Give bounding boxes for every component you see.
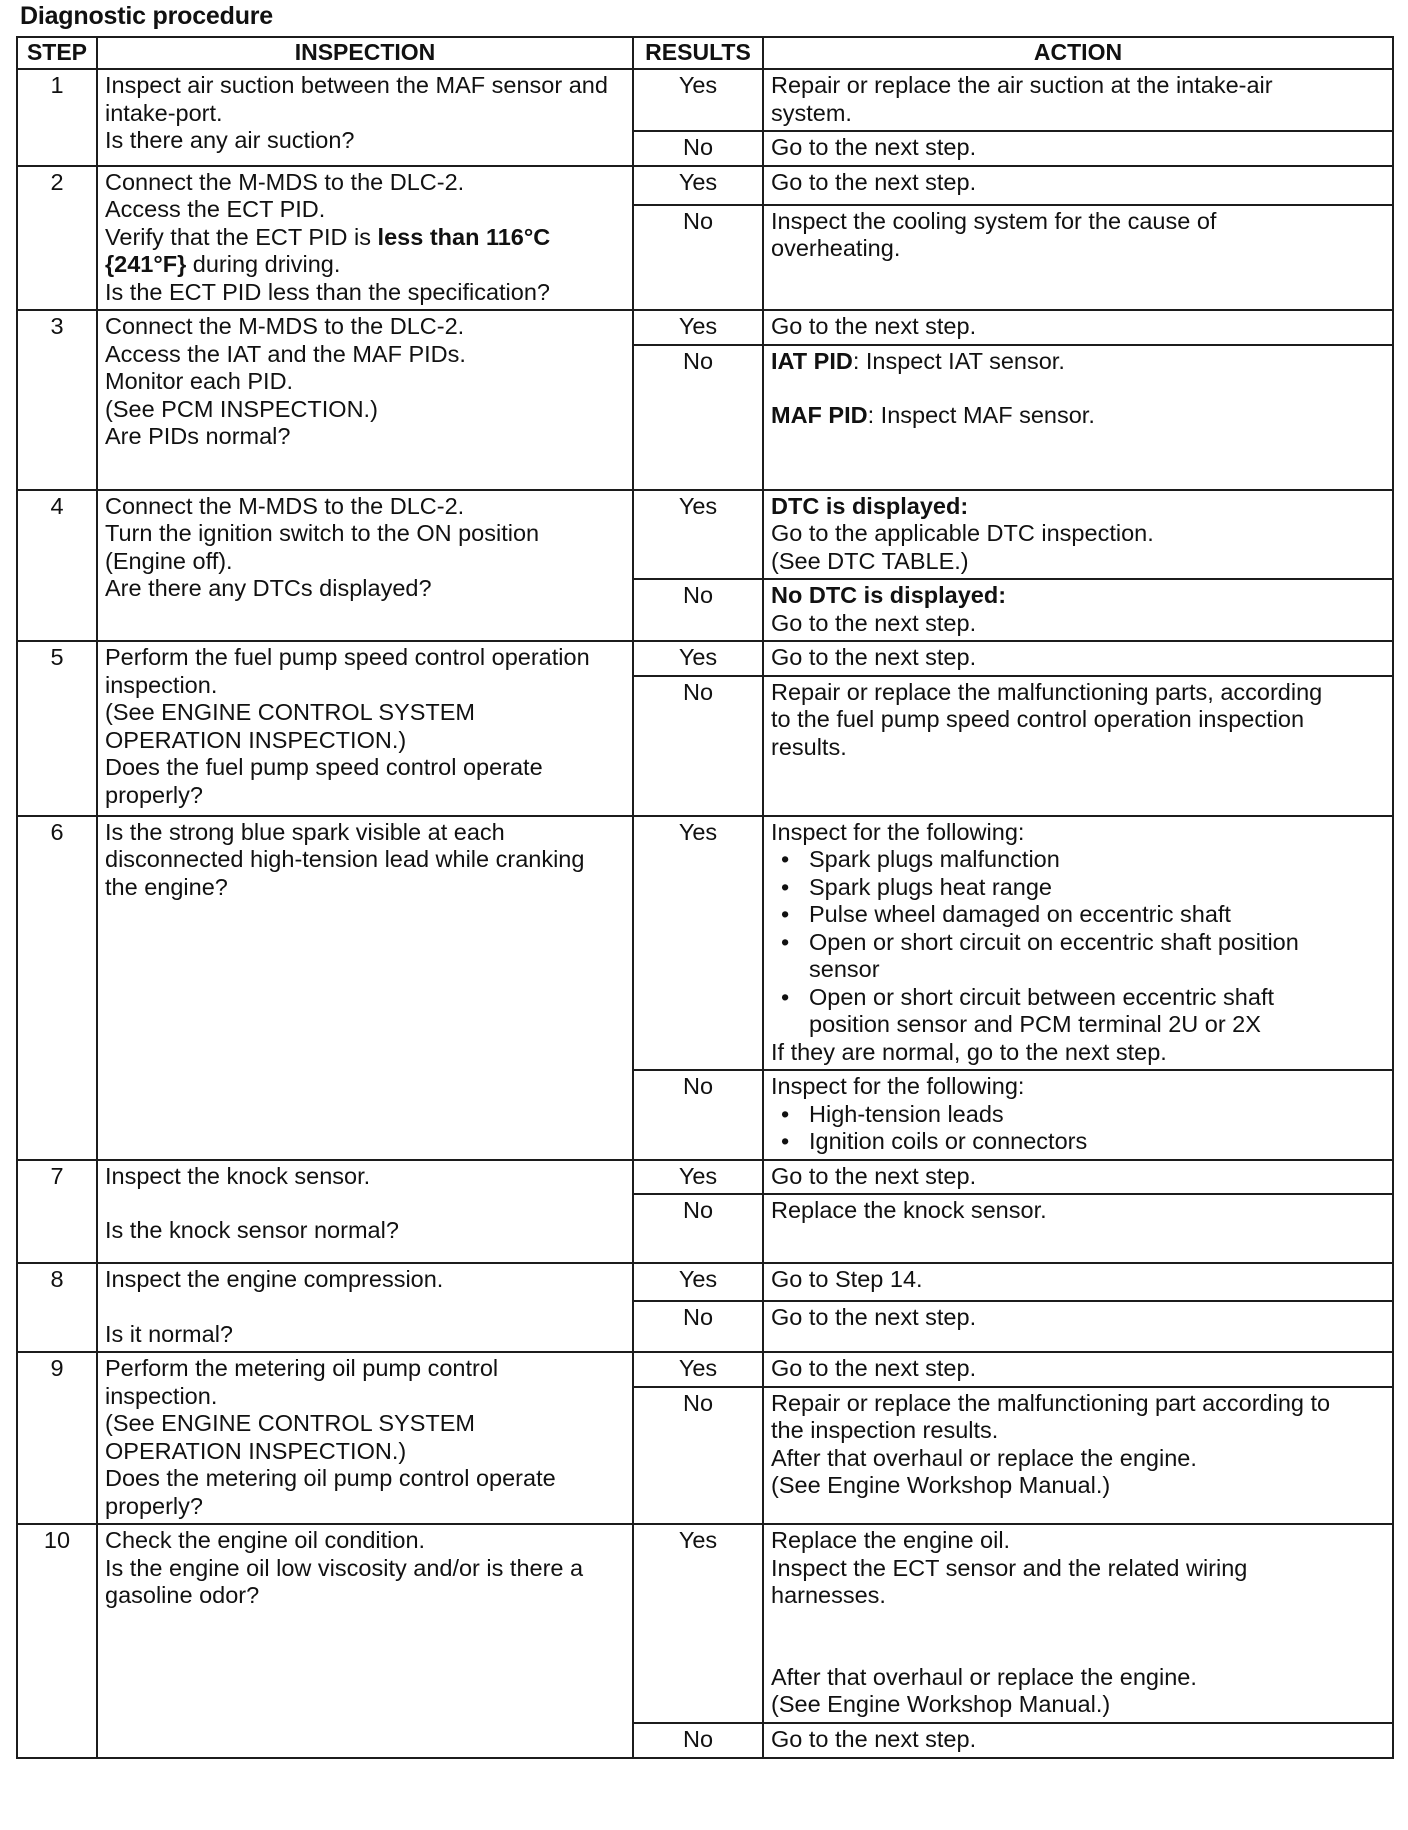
step-6-yes-row: [17, 816, 1393, 1071]
action-line: overheating.: [771, 235, 901, 262]
action-line: Go to the next step.: [771, 609, 977, 636]
action-line: (See Engine Workshop Manual.): [771, 1691, 1111, 1717]
action-line: Go to the next step.: [771, 134, 977, 160]
action-cell: [763, 1194, 1393, 1263]
inspection-line: OPERATION INSPECTION.): [105, 726, 407, 753]
inspection-line: intake-port.: [105, 99, 223, 126]
bullet-list: [771, 846, 1385, 1039]
step-9-yes-row: [17, 1352, 1393, 1387]
result-cell: No: [633, 131, 763, 166]
result-cell: Yes: [633, 490, 763, 580]
action-line: Go to the next step.: [771, 1162, 977, 1189]
action-cell: [763, 1263, 1393, 1301]
action-line: After that overhaul or replace the engine.: [771, 1444, 1197, 1471]
step-number: 7: [17, 1160, 97, 1264]
result-cell: Yes: [633, 1352, 763, 1387]
inspection-line: Access the ECT PID.: [105, 196, 326, 222]
action-line: Go to Step 14.: [771, 1266, 923, 1292]
step-4-yes-row: [17, 490, 1393, 580]
bullet-item: [771, 984, 1385, 1039]
inspection-cell: [97, 1524, 633, 1758]
step-number: 4: [17, 490, 97, 642]
action-cell: [763, 1160, 1393, 1195]
inspection-line: inspection.: [105, 671, 218, 698]
action-line: [771, 402, 1385, 430]
inspection-line: gasoline odor?: [105, 1582, 260, 1608]
action-line: to the fuel pump speed control operation inspection: [771, 706, 1305, 732]
action-line: Go to the applicable DTC inspection.: [771, 520, 1154, 546]
inspection-line: Is the strong blue spark visible at each: [105, 818, 505, 845]
inspection-line: (See PCM INSPECTION.): [105, 395, 378, 422]
bullet-text: • Spark plugs malfunction: [809, 846, 1060, 872]
bullet-item: [771, 1101, 1385, 1129]
action-line: Go to the next step.: [771, 168, 977, 195]
header-row: [17, 37, 1393, 69]
inspection-cell: [97, 1160, 633, 1264]
inspection-cell: [97, 816, 633, 1160]
inspection-line: Connect the M-MDS to the DLC-2.: [105, 313, 465, 339]
action-text: : Inspect IAT sensor.: [852, 347, 1065, 374]
inspection-line: Inspect the knock sensor.: [105, 1162, 371, 1189]
action-line: Replace the knock sensor.: [771, 1197, 1047, 1223]
inspection-cell: [97, 166, 633, 311]
step-number: 10: [17, 1524, 97, 1758]
inspection-cell: [97, 490, 633, 642]
bullet-text: sensor: [809, 956, 880, 982]
action-line: the inspection results.: [771, 1417, 999, 1444]
inspection-line: inspection.: [105, 1382, 218, 1409]
action-cell: [763, 579, 1393, 641]
inspection-line: Are PIDs normal?: [105, 423, 291, 449]
inspection-line: Is it normal?: [105, 1320, 233, 1347]
action-cell: [763, 676, 1393, 816]
step-3-yes-row: [17, 310, 1393, 345]
page-title: Diagnostic procedure: [20, 2, 273, 30]
inspection-cell: [97, 1352, 633, 1524]
action-line: Repair or replace the malfunctioning parts, according: [771, 678, 1323, 705]
bullet-item: [771, 846, 1385, 874]
pid-label: MAF PID: [771, 402, 868, 428]
diagnostic-table: [16, 36, 1394, 1759]
inspection-line: Inspect air suction between the MAF sensor and: [105, 72, 608, 98]
action-line: system.: [771, 99, 852, 126]
step-number: 3: [17, 310, 97, 490]
inspection-text: during driving.: [186, 251, 341, 277]
step-5-yes-row: [17, 641, 1393, 676]
inspection-line: Is there any air suction?: [105, 127, 355, 153]
inspection-line: Is the knock sensor normal?: [105, 1217, 399, 1243]
result-cell: No: [633, 1723, 763, 1758]
action-line: If they are normal, go to the next step.: [771, 1038, 1167, 1065]
inspection-line: Turn the ignition switch to the ON position: [105, 520, 540, 546]
result-cell: No: [633, 579, 763, 641]
spec-value: {241°F}: [105, 251, 187, 277]
bullet-text: • High-tension leads: [809, 1100, 1004, 1127]
action-line: Inspect the cooling system for the cause of: [771, 207, 1217, 234]
action-line: [771, 348, 1385, 376]
result-cell: No: [633, 676, 763, 816]
bullet-list: [771, 1101, 1385, 1156]
action-cell: [763, 69, 1393, 131]
result-cell: No: [633, 345, 763, 490]
action-text: : Inspect MAF sensor.: [867, 402, 1095, 428]
result-cell: Yes: [633, 641, 763, 676]
step-number: 5: [17, 641, 97, 816]
result-cell: Yes: [633, 1524, 763, 1723]
action-cell: [763, 641, 1393, 676]
inspection-line: Is the ECT PID less than the specification?: [105, 278, 550, 305]
bullet-text: • Spark plugs heat range: [809, 873, 1052, 900]
action-heading: DTC is displayed:: [771, 492, 969, 519]
action-line: Go to the next step.: [771, 1726, 977, 1752]
result-cell: Yes: [633, 166, 763, 205]
action-line: (See DTC TABLE.): [771, 547, 969, 574]
action-cell: [763, 205, 1393, 310]
inspection-line: the engine?: [105, 873, 228, 900]
action-cell: [763, 1723, 1393, 1758]
step-1-yes-row: [17, 69, 1393, 131]
action-line: Go to the next step.: [771, 1355, 977, 1381]
step-8-yes-row: [17, 1263, 1393, 1301]
action-line: Repair or replace the air suction at the intake-air: [771, 72, 1273, 98]
step-number: 2: [17, 166, 97, 311]
action-line: Replace the engine oil.: [771, 1527, 1011, 1553]
inspection-line: properly?: [105, 781, 203, 808]
header-step: STEP: [17, 37, 97, 69]
spec-value: less than 116°C: [377, 223, 551, 250]
step-number: 1: [17, 69, 97, 166]
inspection-line: Check the engine oil condition.: [105, 1527, 426, 1553]
step-number: 9: [17, 1352, 97, 1524]
step-7-yes-row: [17, 1160, 1393, 1195]
result-cell: No: [633, 205, 763, 310]
step-number: 6: [17, 816, 97, 1160]
step-10-yes-row: [17, 1524, 1393, 1723]
action-line: Go to the next step.: [771, 644, 977, 670]
action-heading: No DTC is displayed:: [771, 582, 1007, 608]
action-line: Go to the next step.: [771, 1303, 977, 1330]
bullet-item: [771, 1128, 1385, 1156]
result-cell: Yes: [633, 1160, 763, 1195]
inspection-line: (Engine off).: [105, 547, 233, 574]
bullet-text: position sensor and PCM terminal 2U or 2X: [809, 1011, 1261, 1037]
result-cell: Yes: [633, 69, 763, 131]
inspection-line: Connect the M-MDS to the DLC-2.: [105, 492, 465, 519]
result-cell: Yes: [633, 1263, 763, 1301]
action-cell: [763, 816, 1393, 1071]
action-cell: [763, 131, 1393, 166]
inspection-line: OPERATION INSPECTION.): [105, 1437, 407, 1464]
action-line: Go to the next step.: [771, 313, 977, 339]
action-line: After that overhaul or replace the engine.: [771, 1663, 1197, 1690]
action-line: Inspect for the following:: [771, 1073, 1025, 1099]
header-results: RESULTS: [633, 37, 763, 69]
inspection-line: Connect the M-MDS to the DLC-2.: [105, 168, 465, 195]
result-cell: No: [633, 1070, 763, 1160]
inspection-cell: [97, 310, 633, 490]
action-line: Inspect for the following:: [771, 818, 1025, 845]
bullet-text: • Pulse wheel damaged on eccentric shaft: [809, 901, 1231, 927]
result-cell: Yes: [633, 310, 763, 345]
pid-label: IAT PID: [771, 347, 853, 374]
inspection-line: Does the metering oil pump control operate: [105, 1465, 556, 1491]
inspection-line: [105, 224, 625, 252]
result-cell: No: [633, 1301, 763, 1352]
action-cell: [763, 1524, 1393, 1723]
bullet-item: [771, 901, 1385, 929]
bullet-item: [771, 929, 1385, 984]
header-inspection: INSPECTION: [97, 37, 633, 69]
inspection-line: disconnected high-tension lead while cranking: [105, 846, 585, 872]
action-cell: [763, 490, 1393, 580]
action-line: Inspect the ECT sensor and the related wiring: [771, 1554, 1248, 1581]
action-cell: [763, 310, 1393, 345]
inspection-cell: [97, 641, 633, 816]
action-line: (See Engine Workshop Manual.): [771, 1472, 1111, 1499]
step-number: 8: [17, 1263, 97, 1352]
bullet-text: • Open or short circuit on eccentric shaft position: [809, 928, 1299, 955]
inspection-line: Perform the metering oil pump control: [105, 1355, 499, 1381]
action-cell: [763, 166, 1393, 205]
inspection-line: Does the fuel pump speed control operate: [105, 754, 543, 780]
step-2-yes-row: [17, 166, 1393, 205]
inspection-line: (See ENGINE CONTROL SYSTEM: [105, 699, 475, 725]
inspection-line: Inspect the engine compression.: [105, 1266, 444, 1292]
inspection-line: Is the engine oil low viscosity and/or is there a: [105, 1554, 584, 1581]
header-action: ACTION: [763, 37, 1393, 69]
bullet-text: • Open or short circuit between eccentric shaft: [809, 983, 1274, 1010]
result-cell: No: [633, 1194, 763, 1263]
action-line: Repair or replace the malfunctioning part according to: [771, 1389, 1331, 1416]
inspection-cell: [97, 69, 633, 166]
inspection-line: (See ENGINE CONTROL SYSTEM: [105, 1410, 475, 1436]
inspection-text: Verify that the ECT PID is: [105, 223, 378, 250]
action-cell: [763, 1387, 1393, 1524]
bullet-text: • Ignition coils or connectors: [809, 1128, 1088, 1154]
action-cell: [763, 1301, 1393, 1352]
inspection-line: Monitor each PID.: [105, 368, 294, 394]
inspection-line: properly?: [105, 1492, 203, 1519]
action-cell: [763, 1352, 1393, 1387]
inspection-line: Are there any DTCs displayed?: [105, 575, 432, 601]
inspection-line: Perform the fuel pump speed control operation: [105, 644, 590, 670]
result-cell: No: [633, 1387, 763, 1524]
result-cell: Yes: [633, 816, 763, 1071]
action-cell: [763, 1070, 1393, 1160]
inspection-line: Access the IAT and the MAF PIDs.: [105, 340, 466, 367]
action-cell: [763, 345, 1393, 490]
bullet-item: [771, 874, 1385, 902]
action-line: harnesses.: [771, 1582, 886, 1608]
inspection-line: [105, 251, 625, 279]
inspection-cell: [97, 1263, 633, 1352]
action-line: results.: [771, 733, 847, 760]
